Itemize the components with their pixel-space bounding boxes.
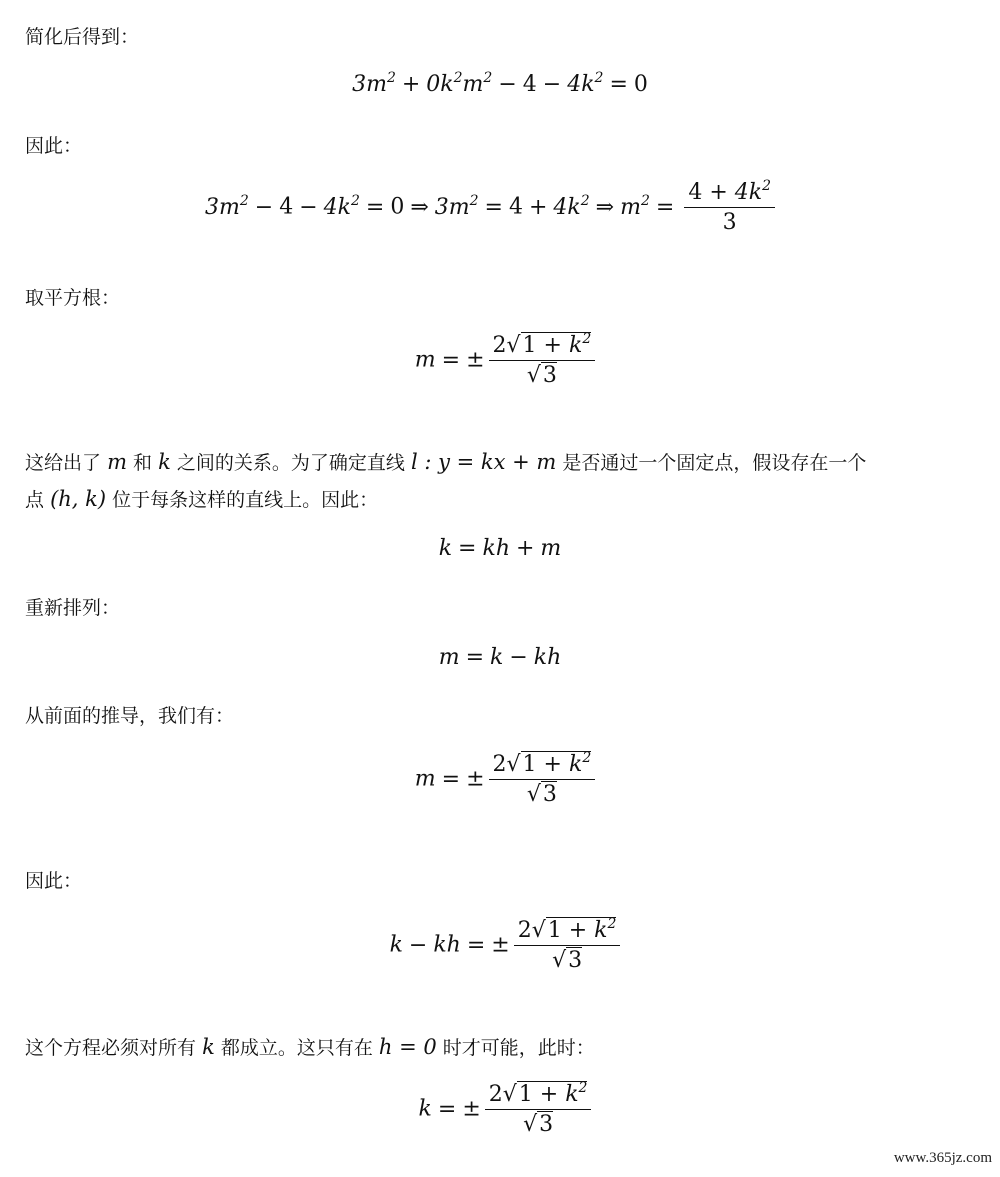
equation-k-sqrt: k = ± $\frac{2√1 + k^2}{√3}$ [5,1082,1000,1137]
text-therefore-1: 因此： [25,135,83,157]
equation-simplified: $3m^2 + 0k^2m^2 - 4 - 4k^2 = 0$ [352,70,648,97]
equation-k-kh-sqrt: k − kh = ± $\frac{2√1 + k^2}{√3}$ [5,918,1000,973]
watermark: www.365jz.com [893,1150,992,1166]
text-therefore-2: 因此： [25,870,83,892]
text-sqrt: 取平方根： [25,287,121,309]
equation-m-sqrt-1: m = ± $\frac{2√1 + k^2}{√3}$ [5,333,1000,388]
equation-m-squared: $3m^2 - 4 - 4k^2 = 0$ ⇒ $3m^2 = 4 + 4k^2$ ⇒ $m^2$ = $\frac{4 + 4k^2}{3}$ [0,180,990,235]
text-fixed-point: 点 (h, k) 位于每条这样的直线上。因此： [25,487,379,511]
text-conclusion: 这个方程必须对所有 k 都成立。这只有在 h = 0 时才可能，此时： [25,1035,595,1059]
text-simplified: 简化后得到： [25,26,140,48]
equation-m-sqrt-2: m = ± $\frac{2√1 + k^2}{√3}$ [5,752,1000,807]
equation-m-k-kh: m = k − kh [438,645,562,670]
text-relation: 这给出了 m 和 k 之间的关系。为了确定直线 l : y = kx + m 是否通过一个固定点，假设存在一个 [25,450,867,474]
text-from-derivation: 从前面的推导，我们有： [25,705,235,727]
equation-k-kh-m: k = kh + m [438,536,562,561]
text-rearrange: 重新排列： [25,597,121,619]
